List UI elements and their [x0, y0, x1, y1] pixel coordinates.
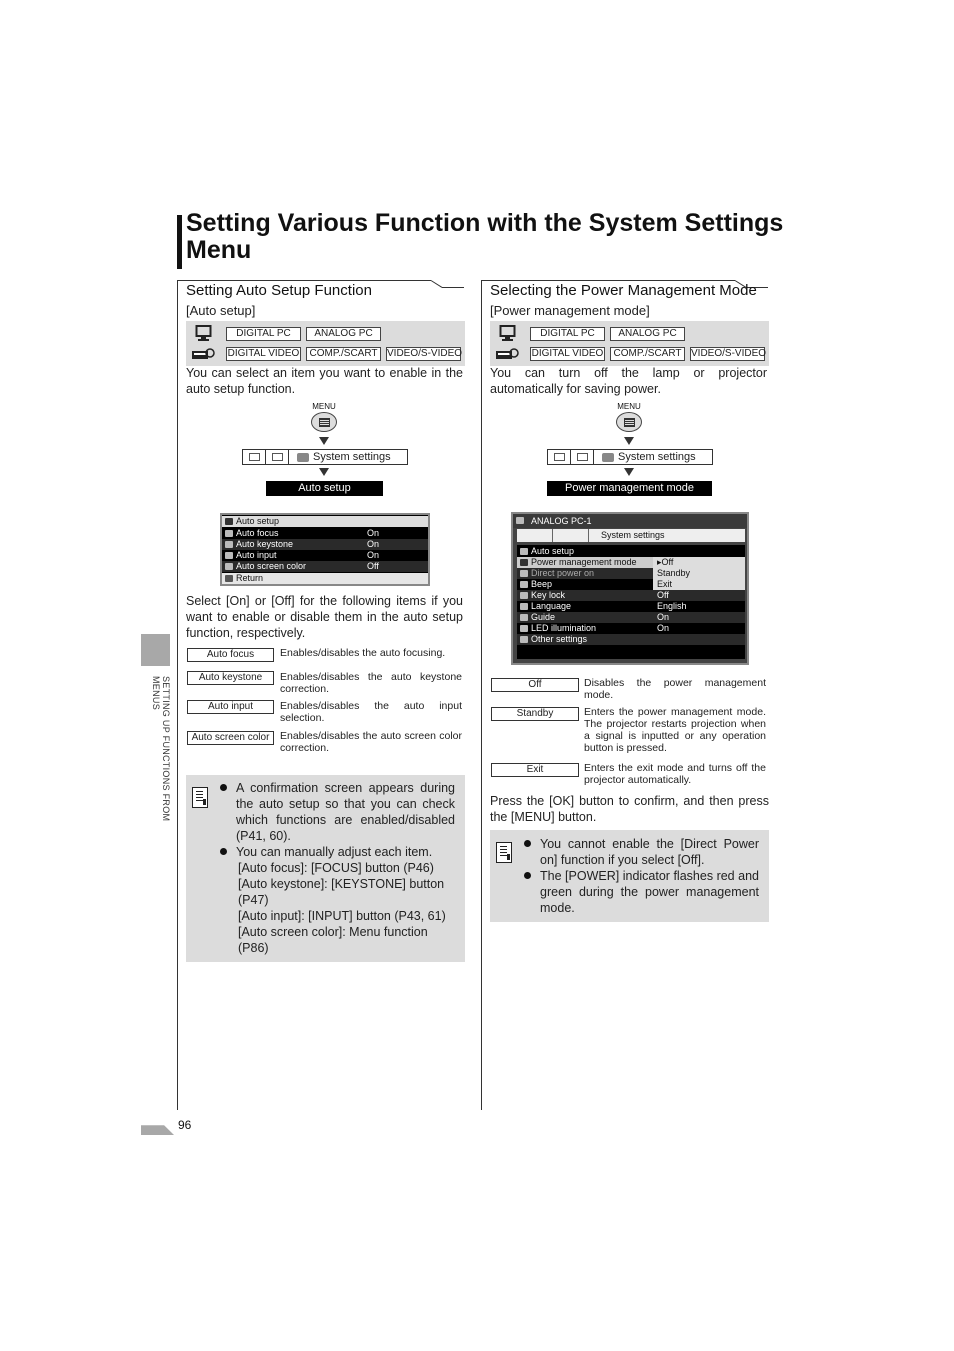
- left-select-text: Select [On] or [Off] for the following items if you want to enable or disable them in the auto setup function, respectively.: [186, 594, 463, 640]
- tab-icon: [266, 450, 289, 464]
- system-settings-label: System settings: [618, 451, 696, 463]
- right-source-box: [490, 321, 769, 366]
- source-tag-digital-pc: DIGITAL PC: [226, 327, 301, 341]
- item-tag-auto-keystone: Auto keystone: [187, 671, 274, 685]
- system-settings-label: System settings: [313, 451, 391, 463]
- video-device-icon: [495, 347, 519, 361]
- source-tag-comp-scart: COMP./SCART: [306, 347, 381, 361]
- system-settings-icon: [602, 453, 614, 462]
- auto-setup-icon: [520, 548, 528, 555]
- right-column-rule: [481, 280, 482, 1110]
- osd-row: Other settings: [517, 634, 745, 645]
- arrow-down-icon: [624, 468, 634, 476]
- osd-row: Auto setup: [517, 546, 745, 557]
- osd-row: Language English: [517, 601, 745, 612]
- item-desc-off: Disables the power management mode.: [584, 677, 766, 701]
- guide-icon: [520, 614, 528, 621]
- return-arrow-icon: [225, 575, 233, 582]
- osd-row: LED illumination On: [517, 623, 745, 634]
- left-section-subheading: [Auto setup]: [186, 303, 256, 318]
- source-tag-digital-video: DIGITAL VIDEO: [531, 348, 604, 359]
- item-desc-auto-screen-color: Enables/disables the auto screen color correction.: [280, 730, 462, 754]
- left-heading-slope: [431, 280, 443, 288]
- bullet: [524, 840, 531, 847]
- menu-button-label: MENU: [617, 402, 641, 411]
- led-icon: [520, 625, 528, 632]
- osd-tab-bar: [517, 529, 745, 542]
- right-heading-rule: [481, 280, 735, 281]
- left-note-2-line: [Auto keystone]: [KEYSTONE] button (P47): [238, 877, 445, 907]
- screen-color-icon: [225, 563, 233, 570]
- monitor-icon: [195, 325, 212, 341]
- left-note-2-line: [Auto focus]: [FOCUS] button (P46): [238, 861, 434, 875]
- side-tab: [141, 634, 170, 666]
- source-tag-video-svideo: VIDEO/S-VIDEO: [387, 348, 463, 359]
- item-desc-standby: Enters the power management mode. The projector restarts projection when a signal is inputted or any operation button is pressed.: [584, 706, 766, 754]
- left-note-2-line: [Auto screen color]: Menu function (P86): [238, 925, 428, 955]
- source-tag-comp-scart: COMP./SCART: [610, 347, 685, 361]
- osd-row: Key lock Off: [517, 590, 745, 601]
- right-osd-screen: [511, 512, 749, 665]
- tab-icon: [553, 529, 589, 542]
- osd-row-selected: Power management mode ▸Off: [517, 557, 745, 568]
- osd-row: Auto keystone On: [222, 539, 428, 550]
- bullet: [524, 872, 531, 879]
- item-tag-auto-screen-color: Auto screen color: [187, 731, 274, 745]
- item-tag-auto-focus: Auto focus: [187, 648, 274, 662]
- source-tag-digital-video: DIGITAL VIDEO: [227, 348, 300, 359]
- source-tag-analog-pc: ANALOG PC: [306, 327, 381, 341]
- tab-icon: [548, 450, 571, 464]
- right-submenu-label: Power management mode: [547, 481, 712, 496]
- direct-power-icon: [520, 570, 528, 577]
- source-tag-analog-pc: ANALOG PC: [610, 327, 685, 341]
- left-section-heading: Setting Auto Setup Function: [186, 282, 372, 299]
- left-source-box: [186, 321, 465, 366]
- item-tag-auto-input: Auto input: [187, 700, 274, 714]
- beep-icon: [520, 581, 528, 588]
- title-accent-bar: [177, 215, 182, 269]
- left-heading-rule-end: [442, 287, 464, 288]
- menu-button-icon: [311, 412, 337, 432]
- menu-button-label: MENU: [312, 402, 336, 411]
- keystone-icon: [225, 541, 233, 548]
- page-number-tab: [141, 1121, 174, 1135]
- osd-row: Guide On: [517, 612, 745, 623]
- tab-icon: [243, 450, 266, 464]
- tab-icon: [517, 529, 553, 542]
- item-tag-standby: Standby: [491, 707, 579, 721]
- auto-setup-icon: [225, 518, 233, 525]
- item-desc-auto-keystone: Enables/disables the auto keystone correction.: [280, 671, 462, 695]
- right-intro-text: You can turn off the lamp or projector automatically for saving power.: [490, 366, 767, 396]
- osd-row: Auto screen color Off: [222, 561, 428, 572]
- osd-row: Beep Exit: [517, 579, 745, 590]
- monitor-icon: [499, 325, 516, 341]
- left-note-2-line: [Auto input]: [INPUT] button (P43, 61): [238, 909, 446, 923]
- right-confirm-text: Press the [OK] button to confirm, and then press the [MENU] button.: [490, 794, 769, 824]
- left-note-box: [186, 775, 465, 962]
- osd-list: [517, 545, 745, 659]
- item-tag-exit: Exit: [491, 763, 579, 777]
- left-system-settings-tabbar: [242, 449, 408, 465]
- source-tag-digital-pc: DIGITAL PC: [530, 327, 605, 341]
- osd-header: Auto setup: [222, 516, 428, 527]
- osd-tab-label: System settings: [601, 530, 665, 540]
- left-submenu-label: Auto setup: [266, 481, 383, 496]
- memo-icon: [192, 787, 208, 808]
- right-system-settings-tabbar: [547, 449, 713, 465]
- osd-row: Auto focus On: [222, 528, 428, 539]
- osd-row: Direct power on Standby: [517, 568, 745, 579]
- right-note-1: You cannot enable the [Direct Power on] function if you select [Off].: [540, 837, 759, 867]
- page-title: Setting Various Function with the System Settings Menu: [186, 209, 784, 264]
- left-heading-rule: [177, 280, 431, 281]
- system-settings-icon: [297, 453, 309, 462]
- osd-row: Return: [222, 573, 428, 584]
- bullet: [220, 848, 227, 855]
- power-icon: [520, 559, 528, 566]
- video-device-icon: [191, 347, 215, 361]
- right-note-2: The [POWER] indicator flashes red and green during the power management mode.: [540, 869, 759, 915]
- right-section-subheading: [Power management mode]: [490, 303, 650, 318]
- item-desc-exit: Enters the exit mode and turns off the projector automatically.: [584, 762, 766, 786]
- right-section-heading: Selecting the Power Management Mode: [490, 282, 757, 299]
- item-desc-auto-focus: Enables/disables the auto focusing.: [280, 647, 446, 659]
- projector-icon: [516, 517, 524, 524]
- item-desc-auto-input: Enables/disables the auto input selection.: [280, 700, 462, 724]
- input-icon: [225, 552, 233, 559]
- memo-icon: [496, 842, 512, 863]
- arrow-down-icon: [624, 437, 634, 445]
- item-tag-off: Off: [491, 678, 579, 692]
- left-column-rule: [177, 280, 178, 1110]
- left-note-2: You can manually adjust each item.: [236, 845, 433, 859]
- menu-button-icon: [616, 412, 642, 432]
- lock-icon: [520, 592, 528, 599]
- arrow-down-icon: [319, 437, 329, 445]
- left-intro-text: You can select an item you want to enable in the auto setup function.: [186, 366, 463, 396]
- other-settings-icon: [520, 636, 528, 643]
- osd-row: Auto input On: [222, 550, 428, 561]
- left-note-1: A confirmation screen appears during the auto setup so that you can check which functions are enabled/disabled (P41, 60).: [236, 781, 455, 843]
- side-label: SETTING UP FUNCTIONS FROM MENUS: [151, 676, 171, 822]
- focus-icon: [225, 530, 233, 537]
- arrow-down-icon: [319, 468, 329, 476]
- left-osd-screen: [220, 513, 430, 586]
- language-icon: [520, 603, 528, 610]
- osd-title-bar: ANALOG PC-1: [513, 514, 747, 528]
- tab-icon: [571, 450, 594, 464]
- source-tag-video-svideo: VIDEO/S-VIDEO: [691, 348, 767, 359]
- page-number: 96: [178, 1118, 192, 1132]
- bullet: [220, 784, 227, 791]
- right-note-box: [490, 830, 769, 922]
